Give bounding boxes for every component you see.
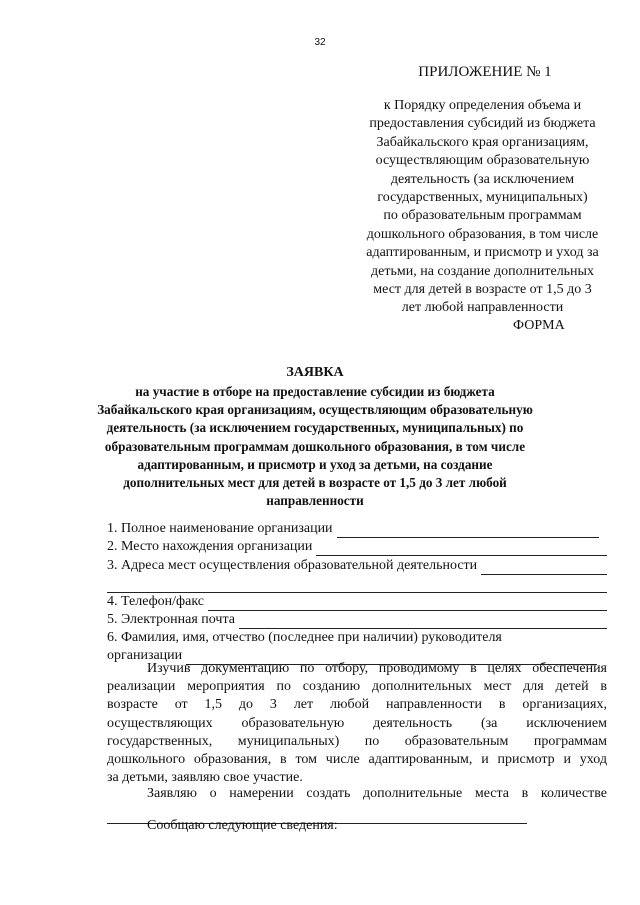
field-label: 3. Адреса мест осуществления образовательной деятельности <box>107 557 478 573</box>
info-line: Сообщаю следующие сведения: <box>147 818 338 833</box>
subtitle-line: адаптированным, и присмотр и уход за детьми, на создание <box>137 456 493 472</box>
paragraph-line: дошкольного образования, в том числе адаптированным, и присмотр и уход <box>107 752 607 768</box>
appendix-title: ПРИЛОЖЕНИЕ № 1 <box>418 64 552 80</box>
organization-location-blank[interactable] <box>316 542 607 556</box>
appendix-note-line: по образовательным программам <box>383 208 582 224</box>
appendix-note-line: дошкольного образования, в том числе <box>366 226 599 242</box>
appendix-note <box>340 97 625 318</box>
subtitle-line: на участие в отборе на предоставление субсидии из бюджета <box>135 384 495 399</box>
appendix-note-line: Забайкальского края организациям, <box>376 134 589 150</box>
phone-fax-blank[interactable] <box>208 597 607 611</box>
field-organization-name <box>107 520 607 538</box>
subtitle-line: Забайкальского края организациям, осуществляющим образовательную <box>97 402 533 418</box>
email-blank[interactable] <box>239 615 607 629</box>
appendix-note-line: детьми, на создание дополнительных <box>371 263 594 279</box>
page-number: 32 <box>314 37 326 48</box>
subtitle-line: деятельность (за исключением государственных, муниципальных) по <box>106 420 524 436</box>
field-email <box>107 611 607 629</box>
subtitle-line: образовательным программам дошкольного образования, в том числе <box>104 438 526 454</box>
field-phone-fax <box>107 593 607 611</box>
field-label: 4. Телефон/факс <box>107 593 205 609</box>
paragraph-line: государственных, муниципальных) по образовательным программам <box>107 733 607 749</box>
paragraph-line: осуществляющих образовательную деятельность (за исключением <box>107 715 607 731</box>
activity-addresses-blank[interactable] <box>481 561 607 575</box>
activity-addresses-blank-2[interactable] <box>107 579 607 593</box>
appendix-note-line: к Порядку определения объема и <box>383 98 582 113</box>
appendix-note-line: адаптированным, и присмотр и уход за <box>366 245 599 261</box>
document-title: ЗАЯВКА <box>286 365 344 380</box>
form-label: ФОРМА <box>513 318 565 333</box>
field-label: 6. Фамилия, имя, отчество (последнее при наличии) руководителя <box>107 630 502 646</box>
field-activity-addresses-continued <box>107 575 607 593</box>
appendix-note-line: деятельность (за исключением <box>390 171 575 187</box>
appendix-note-line: государственных, муниципальных) <box>377 190 588 206</box>
paragraph-line: реализации мероприятия по созданию дополнительных мест для детей в <box>107 679 607 695</box>
subtitle-line: направленности <box>266 493 364 509</box>
intention-paragraph <box>107 785 607 803</box>
appendix-note-line: предоставления субсидий из бюджета <box>369 116 596 132</box>
participation-paragraph <box>107 660 607 787</box>
appendix-note-line: осуществляющим образовательную <box>375 153 590 169</box>
application-fields <box>107 520 607 665</box>
organization-name-blank[interactable] <box>337 524 599 538</box>
field-activity-addresses <box>107 556 607 574</box>
field-label: 1. Полное наименование организации <box>107 521 333 537</box>
paragraph-line: Заявляю о намерении создать дополнительные места в количестве <box>147 786 607 801</box>
field-label: организации <box>107 648 183 664</box>
document-subtitle <box>90 383 540 510</box>
paragraph-line: возрасте от 1,5 до 3 лет любой направленности в организациях, <box>107 697 607 713</box>
field-label: 2. Место нахождения организации <box>107 539 313 555</box>
appendix-note-line: мест для детей в возрасте от 1,5 до 3 <box>373 282 592 298</box>
field-organization-location <box>107 538 607 556</box>
paragraph-line: за детьми, заявляю свое участие. <box>107 770 303 786</box>
subtitle-line: дополнительных мест для детей в возрасте от 1,5 до 3 лет любой <box>123 475 507 491</box>
field-label: 5. Электронная почта <box>107 611 235 627</box>
field-head-name <box>107 629 607 647</box>
appendix-note-line: лет любой направленности <box>401 300 564 316</box>
paragraph-line: Изучив документацию по отбору, проводимому в целях обеспечения <box>147 661 607 676</box>
